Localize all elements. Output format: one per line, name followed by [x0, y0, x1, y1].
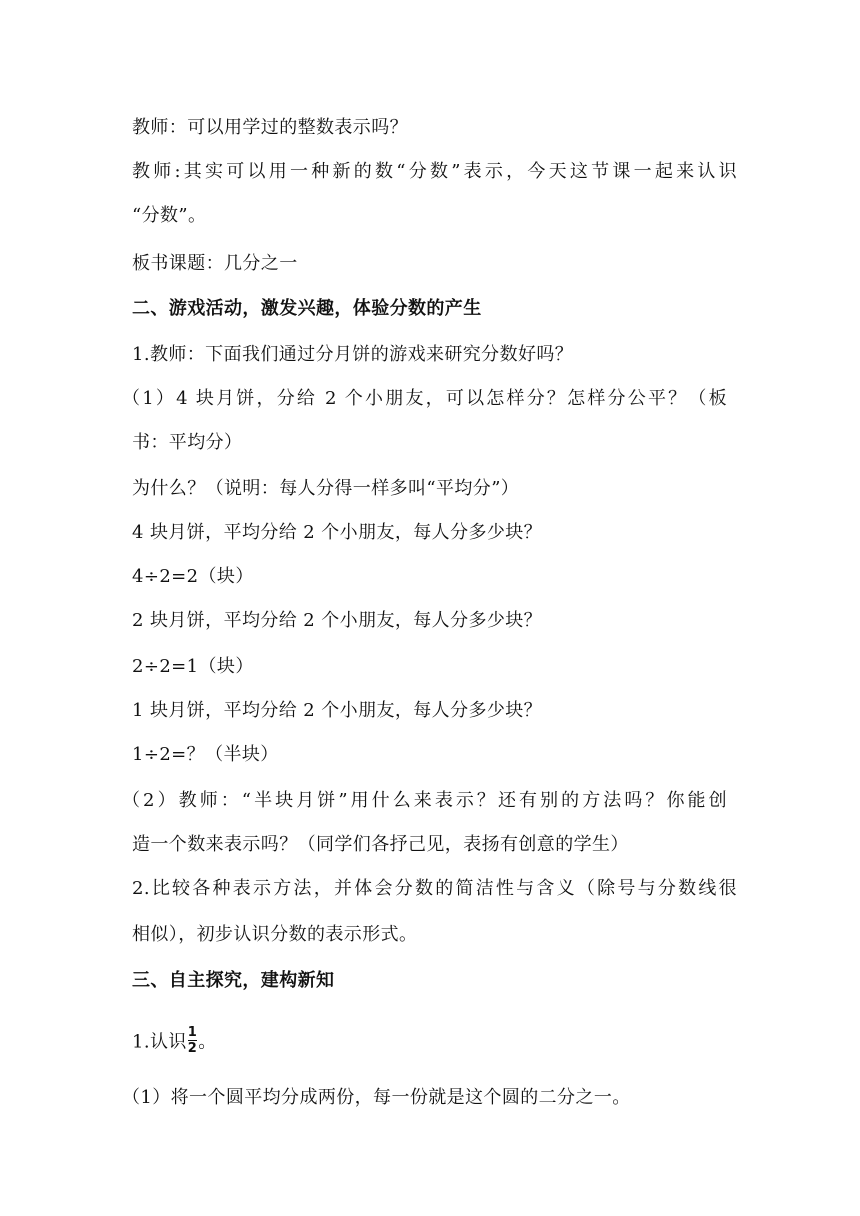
paragraph-circle-half: （1）将一个圆平均分成两份，每一份就是这个圆的二分之一。: [122, 1087, 631, 1108]
paragraph-compare: 2.比较各种表示方法，并体会分数的简洁性与含义（除号与分数线很: [132, 878, 737, 899]
fraction-one-half: [188, 1026, 197, 1055]
paragraph-two-cakes: 2 块月饼，平均分给 2 个小朋友，每人分多少块？: [132, 610, 543, 631]
paragraph-four-cakes: 4 块月饼，平均分给 2 个小朋友，每人分多少块？: [132, 522, 543, 543]
paragraph-teacher-intro: 教师:其实可以用一种新的数“分数”表示，今天这节课一起来认识: [132, 161, 737, 182]
paragraph-step-1: （1）4 块月饼，分给 2 个小朋友，可以怎样分？怎样分公平？（板: [122, 388, 727, 409]
paragraph-one-cake: 1 块月饼，平均分给 2 个小朋友，每人分多少块？: [132, 700, 543, 721]
know-half-suffix: 。: [198, 1031, 217, 1053]
paragraph-step-1-cont: 书：平均分）: [132, 432, 243, 453]
paragraph-why: 为什么？（说明：每人分得一样多叫“平均分”）: [132, 478, 520, 499]
equation-four-div-two: 4÷2=2（块）: [132, 566, 254, 587]
paragraph-teacher-intro-cont: “分数”。: [132, 205, 207, 226]
equation-one-div-two: 1÷2=？（半块）: [132, 744, 279, 765]
paragraph-game-intro: 1.教师：下面我们通过分月饼的游戏来研究分数好吗？: [132, 344, 574, 365]
paragraph-lesson-title: 板书课题：几分之一: [132, 253, 298, 274]
equation-two-div-two: 2÷2=1（块）: [132, 656, 254, 677]
paragraph-teacher-question: 教师：可以用学过的整数表示吗？: [132, 117, 408, 138]
paragraph-step-2: （2）教师：“半块月饼”用什么来表示？还有别的方法吗？你能创: [122, 790, 727, 811]
paragraph-compare-cont: 相似），初步认识分数的表示形式。: [132, 924, 418, 945]
fraction-denominator: 2: [187, 1041, 198, 1056]
paragraph-step-2-cont: 造一个数来表示吗？（同学们各抒己见，表扬有创意的学生）: [132, 834, 629, 855]
know-half-prefix: 1.认识: [132, 1031, 187, 1053]
paragraph-know-half: [132, 1025, 732, 1057]
section-heading-2: 二、游戏活动，激发兴趣，体验分数的产生: [132, 298, 482, 319]
fraction-numerator: 1: [187, 1025, 198, 1040]
section-heading-3: 三、自主探究，建构新知: [132, 970, 335, 991]
